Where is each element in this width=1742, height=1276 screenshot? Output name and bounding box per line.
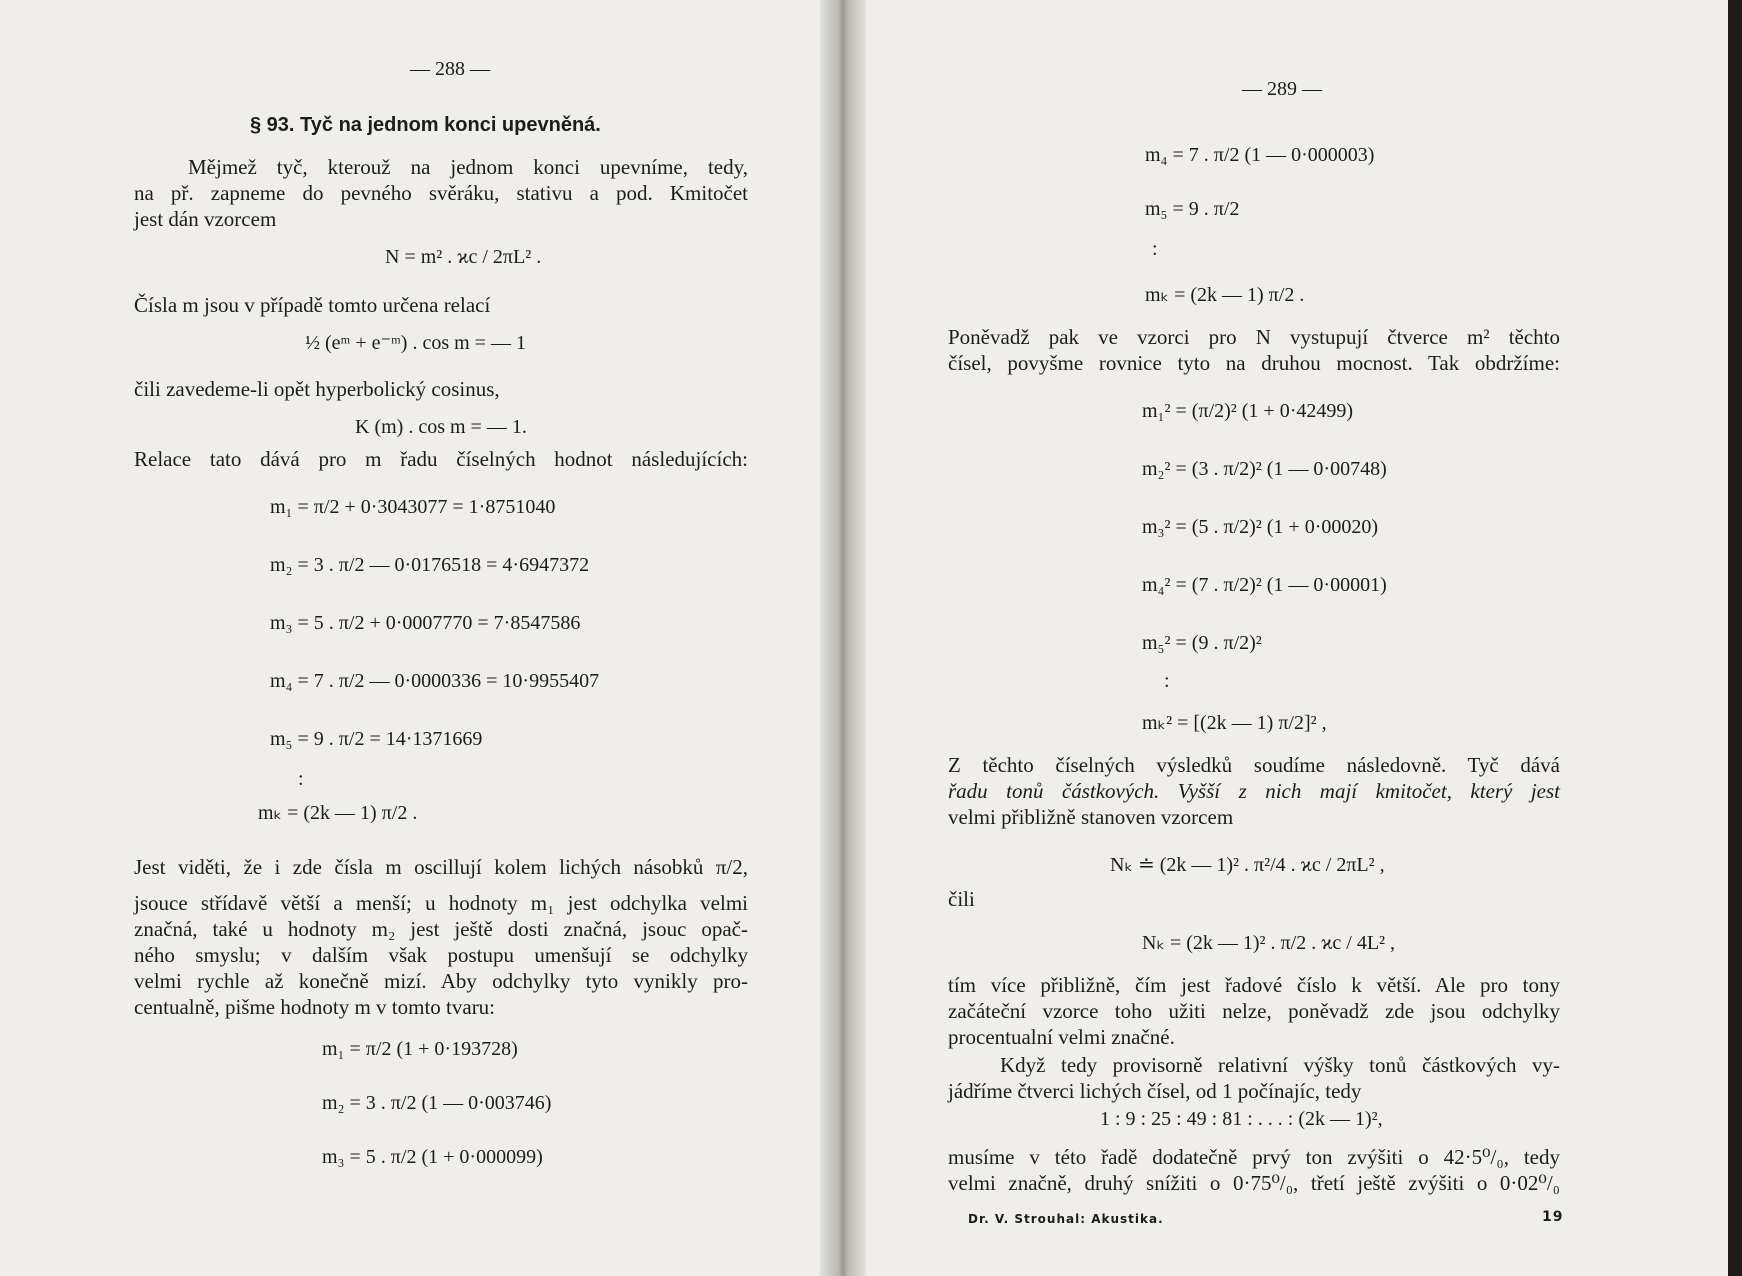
value-row: m₁ = π/2 + 0·3043077 = 1·8751040 [270, 496, 556, 518]
square-row: m₁² = (π/2)² (1 + 0·42499) [1142, 400, 1354, 422]
paragraph-line: ného smyslu; v dalším však postupu umenšují se odchylky [134, 943, 748, 967]
paragraph-line: čísel, povyšme rovnice tyto na druhou mocnost. Tak obdržíme: [948, 351, 1560, 375]
page-number-right: — 289 — [1242, 78, 1322, 100]
paragraph-line: Relace tato dává pro m řadu číselných hodnot následujících: [134, 447, 748, 471]
paragraph-line: značná, také u hodnoty m₂ jest ještě dosti značná, jsouc opač- [134, 917, 748, 941]
value-row: m₄ = 7 . π/2 — 0·0000336 = 10·9955407 [270, 670, 600, 692]
paragraph-line: čili [948, 887, 975, 911]
equation-series: 1 : 9 : 25 : 49 : 81 : . . . : (2k — 1)², [1100, 1108, 1383, 1130]
equation-relation: ½ (eᵐ + e⁻ᵐ) . cos m = — 1 [305, 332, 526, 354]
value-row: m₃ = 5 . π/2 + 0·0007770 = 7·8547586 [270, 612, 581, 634]
paragraph-line: Poněvadž pak ve vzorci pro N vystupují čtverce m² těchto [948, 325, 1560, 349]
paragraph-line: jsouce střídavě větší a menší; u hodnoty m₁ jest odchylka velmi [134, 891, 748, 915]
equation-Nk: Nₖ = (2k — 1)² . π/2 . ϰc / 4L² , [1142, 932, 1396, 954]
section-heading: § 93. Tyč na jednom konci upevněná. [250, 114, 601, 136]
value-row: m₅ = 9 . π/2 = 14·1371669 [270, 728, 483, 750]
value-row: m₄ = 7 . π/2 (1 — 0·000003) [1145, 144, 1375, 166]
paragraph-line: procentualní velmi značné. [948, 1025, 1175, 1049]
paragraph-line: Mějmež tyč, kterouž na jednom konci upevníme, tedy, [188, 155, 748, 179]
paragraph-line: na př. zapneme do pevného svěráku, stativu a pod. Kmitočet [134, 181, 748, 205]
footer-sheet-number: 19 [1542, 1209, 1564, 1225]
left-page [60, 0, 820, 1276]
value-row: m₂ = 3 . π/2 — 0·0176518 = 4·6947372 [270, 554, 590, 576]
square-row: m₃² = (5 . π/2)² (1 + 0·00020) [1142, 516, 1379, 538]
value-row: mₖ = (2k — 1) π/2 . [1145, 284, 1305, 306]
value-row: m₁ = π/2 (1 + 0·193728) [322, 1038, 518, 1060]
equation-K: K (m) . cos m = — 1. [355, 416, 527, 438]
paragraph-line: Jest viděti, že i zde čísla m oscillují kolem lichých násobků π/2, [134, 855, 748, 879]
square-row: m₅² = (9 . π/2)² [1142, 632, 1262, 654]
paragraph-line: Z těchto číselných výsledků soudíme následovně. Tyč dává [948, 753, 1560, 777]
paragraph-line: velmi rychle až konečně mizí. Aby odchylky tyto vynikly pro- [134, 969, 748, 993]
paragraph-line: Čísla m jsou v případě tomto určena relací [134, 293, 491, 317]
paragraph-line: začáteční vzorce toho užiti nelze, poněvadž zde jsou odchylky [948, 999, 1560, 1023]
paragraph-line: velmi přibližně stanoven vzorcem [948, 805, 1234, 829]
dark-right-edge [1728, 0, 1742, 1276]
paragraph-line: centualně, pišme hodnoty m v tomto tvaru: [134, 995, 496, 1019]
equation-Nk-approx: Nₖ ≐ (2k — 1)² . π²/4 . ϰc / 2πL² , [1110, 854, 1385, 876]
right-page [910, 0, 1670, 1276]
square-row: m₂² = (3 . π/2)² (1 — 0·00748) [1142, 458, 1387, 480]
paragraph-line: tím více přibližně, čím jest řadové číslo k větší. Ale pro tony [948, 973, 1560, 997]
paragraph-line: velmi značně, druhý snížiti o 0·75⁰/₀, třetí ještě zvýšiti o 0·02⁰/₀ [948, 1171, 1560, 1195]
paragraph-line: jádříme čtverci lichých čísel, od 1 počínajíc, tedy [948, 1079, 1362, 1103]
square-row: m₄² = (7 . π/2)² (1 — 0·00001) [1142, 574, 1387, 596]
paragraph-line: jest dán vzorcem [134, 207, 277, 231]
value-ellipsis: : [1164, 670, 1170, 692]
value-ellipsis: : [1152, 238, 1158, 260]
book-gutter [820, 0, 866, 1276]
footer-author: Dr. V. Strouhal: Akustika. [968, 1212, 1164, 1226]
page-number-left: — 288 — [410, 58, 490, 80]
value-ellipsis: : [298, 768, 304, 790]
equation-N: N = m² . ϰc / 2πL² . [385, 246, 542, 268]
paragraph-line: Když tedy provisorně relativní výšky tonů částkových vy- [1000, 1053, 1560, 1077]
paragraph-line: řadu tonů částkových. Vyšší z nich mají kmitočet, který jest [948, 779, 1560, 803]
value-row: m₅ = 9 . π/2 [1145, 198, 1240, 220]
value-row: mₖ = (2k — 1) π/2 . [258, 802, 418, 824]
paragraph-line: čili zavedeme-li opět hyperbolický cosinus, [134, 377, 500, 401]
value-row: m₂ = 3 . π/2 (1 — 0·003746) [322, 1092, 552, 1114]
square-row: mₖ² = [(2k — 1) π/2]² , [1142, 712, 1327, 734]
value-row: m₃ = 5 . π/2 (1 + 0·000099) [322, 1146, 543, 1168]
paragraph-line: musíme v této řadě dodatečně prvý ton zvýšiti o 42·5⁰/₀, tedy [948, 1145, 1560, 1169]
